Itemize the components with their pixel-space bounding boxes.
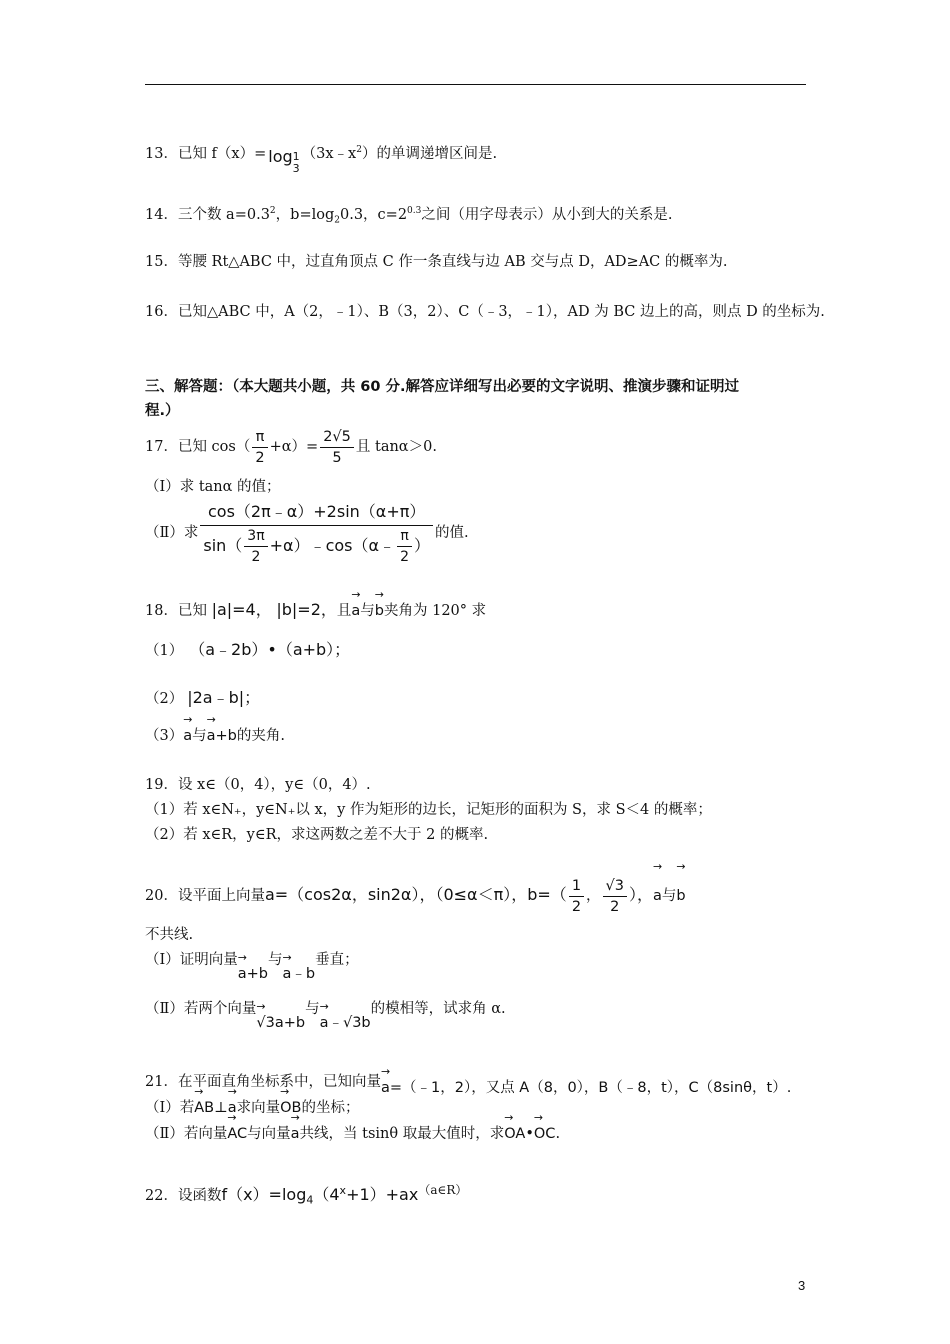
q14-exp1: 2 [269,206,276,216]
q21-p2-dot: • [525,1126,534,1142]
q21-p1-vector-ab: → AB [194,1098,214,1118]
q17-head: 17．已知 cos（ [145,439,251,455]
q13-exp: 2 [356,145,362,155]
q14-part4: 之间（用字母表示）从小到大的关系是. [421,206,673,223]
question-21 [145,1072,791,1098]
question-15: 15．等腰 Rt△ABC 中，过直角顶点 C 作一条直线与边 AB 交与点 D，AD≥AC 的概率为. [145,254,728,270]
q21-p1-end: 的坐标； [301,1100,360,1116]
question-22 [145,1180,467,1211]
header-rule [145,84,806,85]
question-20 [145,872,686,918]
q17-p2-tail: 的值. [435,525,469,541]
q20-head: 20．设平面上向量 [145,888,265,904]
question-14 [145,201,672,231]
q18-head: 18．已知 [145,603,207,619]
q20-two: 2 [610,898,620,915]
q13-log [268,147,299,175]
question-20-line2: 不共线. [145,927,194,943]
q21-vector-a-def: → a=（﹣1，2），又点 A（8，0），B（﹣8，t），C（8sinθ，t）. [381,1078,791,1098]
section-3-heading: 三、解答题：（本大题共小题，共 60 分.解答应详细写出必要的文字说明、推演步骤和证明过 [145,379,740,395]
q20-comma: ， [586,888,601,904]
q17-den-frac2 [397,526,412,567]
q18-p1-expr: （a﹣2b）•（a+b）； [197,640,351,659]
q20-sqrt3-over-2 [603,876,627,917]
q20-half-den: 2 [571,898,582,915]
q17-p2-head: （Ⅱ）求 [145,525,199,541]
q13-log-num: 1 [292,149,300,163]
q22-tail: +1）+ax [346,1184,419,1204]
question-21-part2 [145,1124,560,1144]
q18-p1-label: （1） [145,643,184,659]
q17-pi-over-2 [252,427,267,468]
q20-half [569,876,584,917]
q14-part2: ，b=log [275,206,335,223]
q17-plus-alpha: +α）= [269,439,319,455]
q22-arg: （4 [313,1184,340,1204]
q21-p1-perp: ⊥ [214,1100,228,1116]
q21-p2-head: （Ⅱ）若向量 [145,1126,228,1142]
q21-p2-vector-ac: → AC [227,1124,247,1144]
q17-tail: 且 tanα＞0. [355,439,437,455]
q20-p1-vector-ab: → a+b [238,964,268,984]
q21-p2-with: 与向量 [247,1126,291,1142]
q20-close: ）， [629,885,654,904]
q20-p1-head: （Ⅰ）证明向量 [145,952,238,968]
q14-part3: 0.3，c=2 [339,206,408,223]
q18-abs-a: |a|=4， [211,600,272,619]
q20-vector-a: → a [653,873,662,919]
q17-num: 2√5 [320,427,354,448]
q18-with: 与 [360,603,375,619]
q20-p1-with: 与 [267,952,283,968]
q21-p2-vector-a: → a [291,1124,300,1144]
q21-p1-vector-a: → a [228,1098,237,1118]
q13-log-text: log [268,146,293,166]
q21-p1-vector-ob: → OB [280,1098,301,1118]
q20-half-num: 1 [569,876,584,897]
q17-den: 5 [332,449,342,466]
q20-vector-a-def: a=（cos2α，sin2α），（0≤α＜π）， [264,885,528,904]
q18-p2-expr: |2a﹣b|； [187,688,261,707]
q20-p1-vector-amb: → a﹣b [282,964,315,984]
q13-log-den: 3 [292,161,300,175]
q18-p3-with: 与 [192,728,207,744]
q20-sqrt3: √3 [603,876,627,897]
q13-prefix: 13．已知 f（x）= [145,145,267,162]
q20-p2-with: 与 [305,1001,320,1017]
question-19: 19．设 x∈（0，4），y∈（0，4）. [145,777,371,793]
q14-exp2: 0.3 [407,206,422,216]
question-21-part1 [145,1098,360,1118]
q20-p2-head: （Ⅱ）若两个向量 [145,1001,257,1017]
q21-p1-tail: 求向量 [236,1100,281,1116]
question-18-part2 [145,688,260,709]
section-3-heading-cont: 程.） [145,403,180,419]
q20-p1-tail: 垂直； [315,952,359,968]
q18-tail: 夹角为 120° 求 [384,603,487,619]
q18-mid: 且 [336,603,352,619]
question-13 [145,140,497,175]
q17-two: 2 [255,449,265,466]
q21-p2-vector-oc: → OC [534,1124,556,1144]
q18-p3-vector-a: → a [183,726,192,746]
question-17-part1: （Ⅰ）求 tanα 的值； [145,479,281,495]
q22-function: f（x）=log [221,1184,307,1204]
q17-den-2b: 2 [400,549,409,565]
q17-den-2a: 2 [251,549,261,565]
question-18-part3 [145,726,285,746]
q13-arg: （3x﹣x [301,145,357,162]
q17-den-c: ） [414,536,431,555]
question-20-part1 [145,950,359,984]
question-19-part2: （2）若 x∈R，y∈R，求这两数之差不大于 2 的概率. [145,827,489,843]
question-20-part2 [145,999,506,1033]
q18-p3-vector-ab: → a+b [207,726,237,746]
q18-vector-a: → a [351,601,360,621]
q17-p2-frac [200,499,433,567]
q20-p2-vector1: → √3a+b [256,1013,305,1033]
q17-den-3pi: 3π [244,526,267,547]
q17-den-a: sin（ [203,536,243,555]
q22-exp: x [339,1184,347,1197]
q17-den-pi: π [397,526,412,547]
question-18-part1 [145,640,350,661]
q18-abs-b: |b|=2， [276,600,337,619]
q22-condition: （a∈R） [418,1183,468,1197]
q21-head: 21．在平面直角坐标系中，已知向量 [145,1074,381,1090]
q20-with: 与 [661,888,677,904]
q17-value-frac [320,427,354,468]
q21-p1-head: （Ⅰ）若 [145,1100,195,1116]
q17-p2-denominator [200,526,433,567]
page-number: 3 [798,1278,806,1293]
question-17-part2 [145,498,469,568]
q20-p2-tail: 的模相等，试求角 α. [370,1001,506,1017]
question-19-part1: （1）若 x∈N₊，y∈N₊以 x，y 作为矩形的边长，记矩形的面积为 S，求 S＜4 的概率； [145,802,712,818]
q21-p2-mid: 共线，当 tsinθ 取最大值时，求 [299,1126,505,1142]
q21-p2-end: . [555,1126,561,1142]
q22-log-base: 4 [306,1193,314,1207]
q20-p2-vector2: → a﹣√3b [320,1013,371,1033]
q17-den-b: +α）﹣cos（α﹣ [269,536,396,555]
q14-part1: 14．三个数 a=0.3 [145,206,270,223]
question-18 [145,600,486,621]
q20-vector-b-def: b=（ [527,885,567,904]
q17-p2-numerator: cos（2π﹣α）+2sin（α+π） [200,499,433,526]
q22-head: 22．设函数 [145,1187,222,1204]
question-17 [145,424,437,470]
q18-p2-label: （2） [145,691,184,707]
q20-vector-b: → b [676,873,685,919]
q13-suffix: ）的单调递增区间是. [361,145,498,162]
q18-p3-tail: 的夹角. [236,728,285,744]
q17-den-frac1 [244,526,267,567]
q21-p2-vector-oa: → OA [504,1124,525,1144]
q14-sub1: 2 [334,215,340,226]
q18-vector-b: → b [375,601,384,621]
q18-p3-label: （3） [145,728,184,744]
question-16: 16．已知△ABC 中，A（2，﹣1）、B（3，2）、C（﹣3，﹣1），AD 为 BC 边上的高，则点 D 的坐标为. [145,304,825,320]
q17-pi: π [252,427,267,448]
